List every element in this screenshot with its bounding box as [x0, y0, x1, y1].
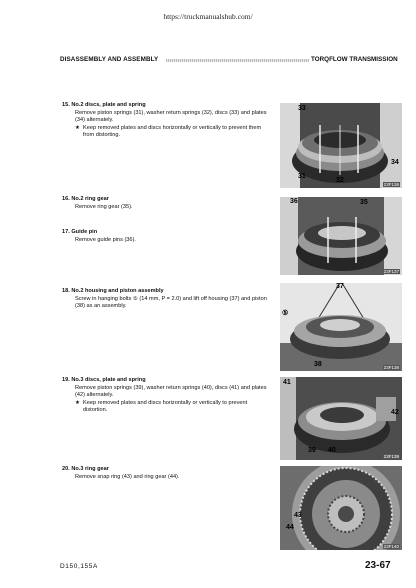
photo-code: 23F136: [383, 182, 399, 187]
step-16: [62, 196, 272, 211]
section-title: DISASSEMBLY AND ASSEMBLY: [60, 56, 159, 63]
photo-code: 23F138: [383, 365, 399, 370]
step-title: 19. No.3 discs, plate and spring: [62, 377, 146, 383]
callout: 37: [336, 283, 344, 290]
source-url[interactable]: https://truckmanualshub.com/: [163, 12, 253, 21]
photo-discs-plates-no3: [280, 377, 402, 460]
step-body: Remove guide pins (36).: [75, 236, 136, 243]
star-icon: ★: [75, 399, 81, 406]
step-note: [62, 400, 272, 415]
callout: 39: [308, 447, 316, 454]
step-body: Remove snap ring (43) and ring gear (44).: [75, 473, 180, 480]
step-body: Remove piston springs (31), washer return springs (32), discs (33) and plates (34) alternately.: [75, 109, 267, 124]
callout: 32: [336, 177, 344, 184]
step-title: 18. No.2 housing and piston assembly: [62, 288, 164, 294]
callout: 34: [391, 159, 399, 166]
photo-code: 23F137: [383, 269, 399, 274]
callout: 41: [283, 379, 291, 386]
callout: 38: [314, 361, 322, 368]
step-body: Screw in hanging bolts ⑤ (14 mm, P = 2.0) and lift off housing (37) and piston (38) as an assembly.: [75, 295, 267, 310]
page-number: 23-67: [365, 560, 391, 571]
photo-housing-piston: [280, 283, 402, 371]
step-17: [62, 229, 272, 244]
callout: 43: [294, 512, 302, 519]
star-icon: ★: [75, 124, 81, 131]
step-title: 20. No.3 ring gear: [62, 466, 109, 472]
step-title: 15. No.2 discs, plate and spring: [62, 102, 146, 108]
callout: 31: [298, 173, 306, 180]
step-18: [62, 288, 272, 311]
callout: 40: [328, 447, 336, 454]
photo-code: 23F140: [383, 544, 399, 549]
callout: 36: [290, 198, 298, 205]
note-text: Keep removed plates and discs horizontally or vertically to prevent distortion.: [83, 399, 248, 414]
step-15: [62, 102, 272, 140]
step-body: Remove piston springs (39), washer return springs (40), discs (41) and plates (42) alternately.: [75, 384, 267, 399]
step-20: [62, 466, 272, 481]
step-body: Remove ring gear (35).: [75, 203, 133, 210]
header-rule: [166, 59, 309, 62]
photo-code: 23F139: [383, 454, 399, 459]
model-number: D150,155A: [60, 563, 98, 570]
callout: 35: [360, 199, 368, 206]
callout: 33: [298, 105, 306, 112]
callout: 42: [391, 409, 399, 416]
chapter-title: TORQFLOW TRANSMISSION: [311, 56, 398, 63]
photo-discs-plates-no2: [280, 103, 402, 188]
callout: ⑤: [282, 310, 289, 317]
callout: 44: [286, 524, 294, 531]
note-text: Keep removed plates and discs horizontally or vertically to prevent them from distorting.: [83, 124, 262, 139]
step-title: 16. No.2 ring gear: [62, 196, 109, 202]
step-19: [62, 377, 272, 415]
photo-ring-gear-no2: [280, 197, 402, 275]
step-note: [62, 125, 272, 140]
photo-ring-gear-no3: [280, 466, 402, 550]
step-title: 17. Guide pin: [62, 229, 98, 235]
